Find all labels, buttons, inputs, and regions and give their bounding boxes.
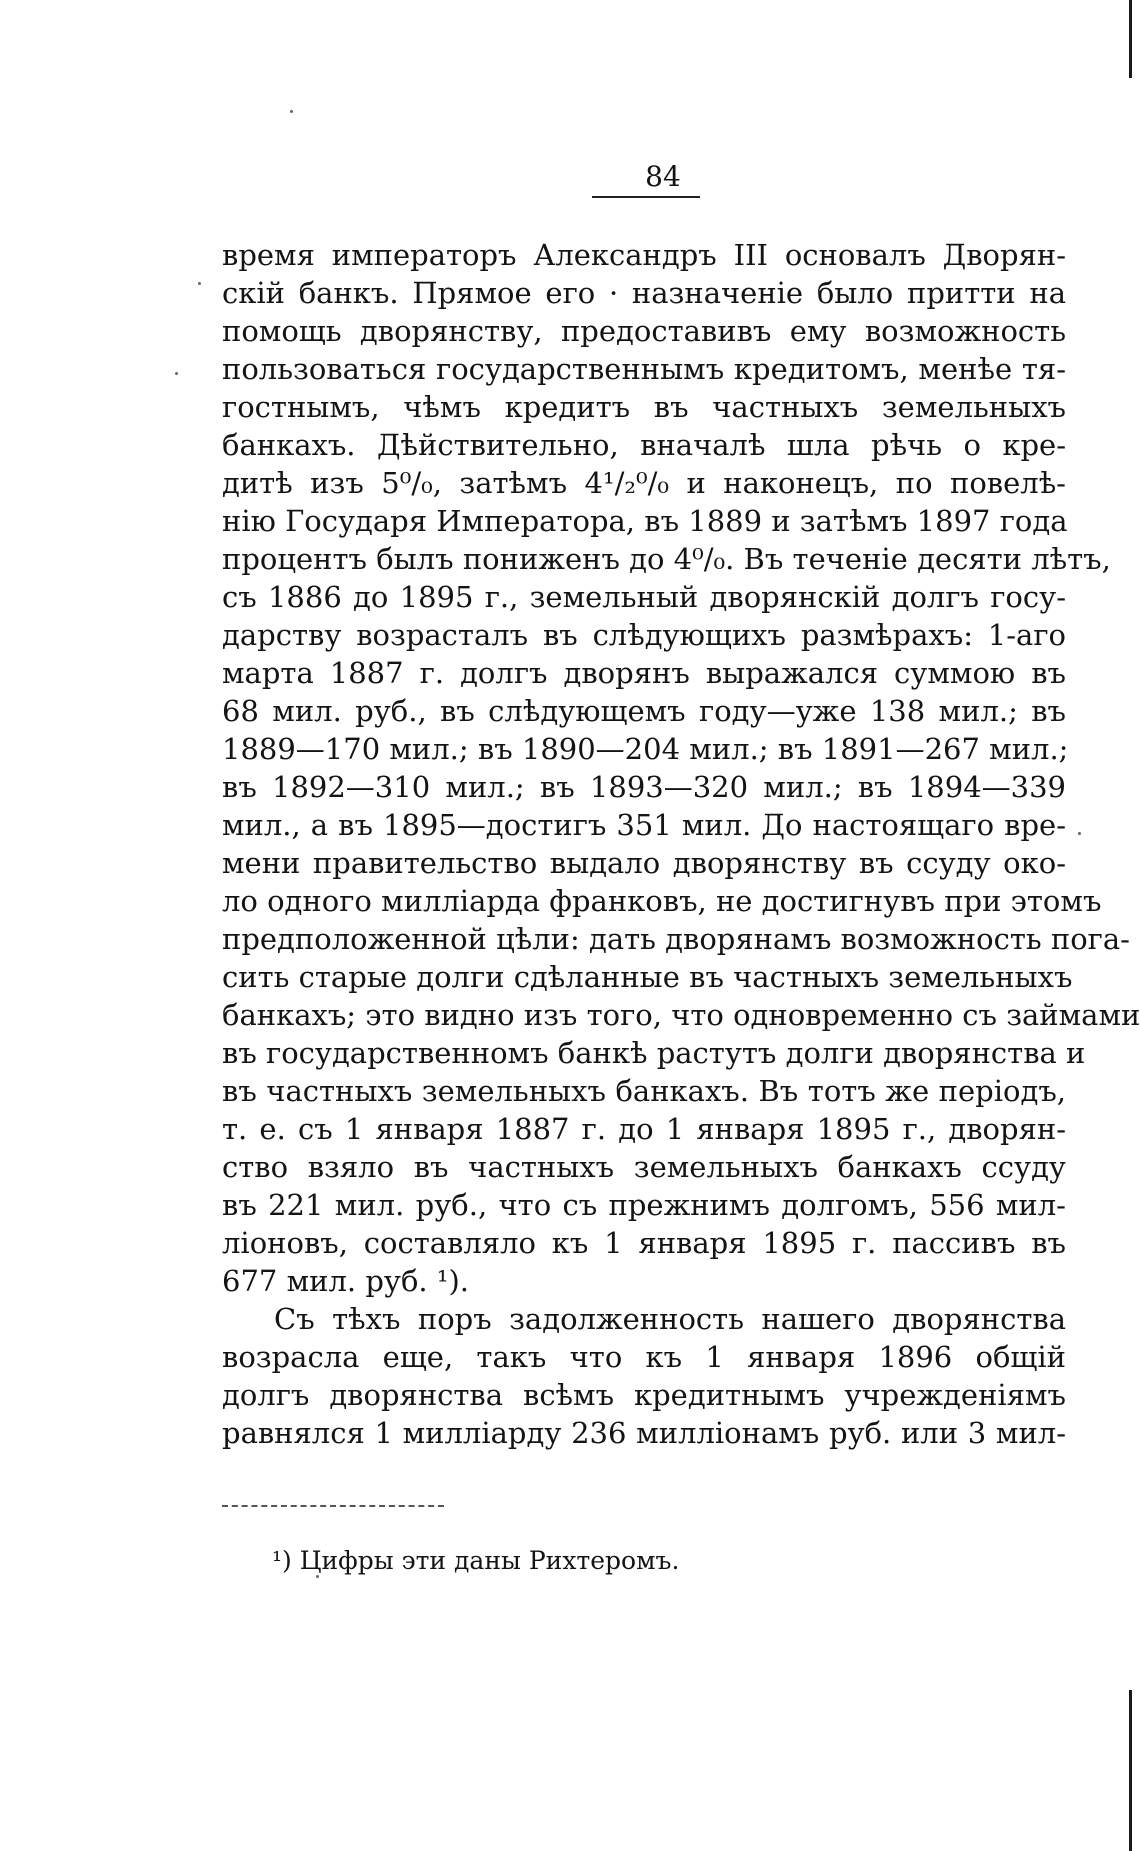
text-line: въ 1892—310 мил.; въ 1893—320 мил.; въ 1894—339 [222,770,1066,804]
text-line: банкахъ. Дѣйствительно, вначалѣ шла рѣчь о кре- [222,428,1066,462]
text-line: марта 1887 г. долгъ дворянъ выражался суммою въ [222,656,1066,690]
text-line: возрасла еще, такъ что къ 1 января 1896 общій [222,1340,1066,1374]
text-line: сить старые долги сдѣланные въ частныхъ земельныхъ [222,960,1073,994]
text-line: время императоръ Александръ III основалъ Дворян- [222,238,1066,272]
scan-speck [198,282,201,285]
text-line: скій банкъ. Прямое его · назначеніе было притти на [222,276,1066,310]
paragraph [222,1300,1066,1452]
text-line: т. е. съ 1 января 1887 г. до 1 января 1895 г., дворян- [222,1112,1066,1146]
text-line: мил., а въ 1895—достигъ 351 мил. До настоящаго вре- [222,808,1066,842]
text-line: предположенной цѣли: дать дворянамъ возможность пога- [222,922,1130,956]
body-text [222,236,1140,1452]
paragraph [222,236,1140,1300]
text-line: 1889—170 мил.; въ 1890—204 мил.; въ 1891—267 мил.; [222,732,1069,766]
footnote: ¹) Цифры эти даны Рихтеромъ. [272,1546,680,1575]
text-line: въ 221 мил. руб., что съ прежнимъ долгомъ, 556 мил- [222,1188,1066,1222]
scan-speck [290,110,293,113]
text-line: дарству возрасталъ въ слѣдующихъ размѣрахъ: 1-аго [222,618,1066,652]
text-line: съ 1886 до 1895 г., земельный дворянскій долгъ госу- [222,580,1066,614]
text-line: пользоваться государственнымъ кредитомъ, менѣе тя- [222,352,1066,386]
text-line: дитѣ изъ 5⁰/₀, затѣмъ 4¹/₂⁰/₀ и наконецъ, по повелѣ- [222,466,1066,500]
footnote-separator [222,1505,444,1507]
page-number-rule [592,196,700,198]
text-line: 677 мил. руб. ¹). [222,1264,469,1298]
text-line: равнялся 1 милліарду 236 милліонамъ руб. или 3 мил- [222,1416,1066,1450]
scan-speck [175,372,178,375]
text-line: мени правительство выдало дворянству въ ссуду око- [222,846,1066,880]
text-line: банкахъ; это видно изъ того, что одновременно съ займами [222,998,1140,1032]
text-line: ліоновъ, составляло къ 1 января 1895 г. пассивъ въ [222,1226,1066,1260]
text-line: гостнымъ, чѣмъ кредитъ въ частныхъ земельныхъ [222,390,1066,424]
text-line: въ государственномъ банкѣ растутъ долги дворянства и [222,1036,1086,1070]
text-line: 68 мил. руб., въ слѣдующемъ году—уже 138 мил.; въ [222,694,1066,728]
page-number: 84 [645,160,681,193]
text-line: долгъ дворянства всѣмъ кредитнымъ учрежденіямъ [222,1378,1066,1412]
text-line: въ частныхъ земельныхъ банкахъ. Въ тотъ же періодъ, [222,1074,1066,1108]
scan-edge-top [1129,0,1132,78]
text-line: процентъ былъ пониженъ до 4⁰/₀. Въ теченіе десяти лѣтъ, [222,542,1111,576]
text-line: ство взяло въ частныхъ земельныхъ банкахъ ссуду [222,1150,1066,1184]
text-line: Съ тѣхъ поръ задолженность нашего дворянства [274,1302,1066,1336]
scan-edge-bottom [1129,1690,1132,1851]
text-line: ло одного милліарда франковъ, не достигнувъ при этомъ [222,884,1102,918]
text-line: нію Государя Императора, въ 1889 и затѣмъ 1897 года [222,504,1068,538]
scan-speck [1078,832,1081,835]
text-line: помощь дворянству, предоставивъ ему возможность [222,314,1066,348]
